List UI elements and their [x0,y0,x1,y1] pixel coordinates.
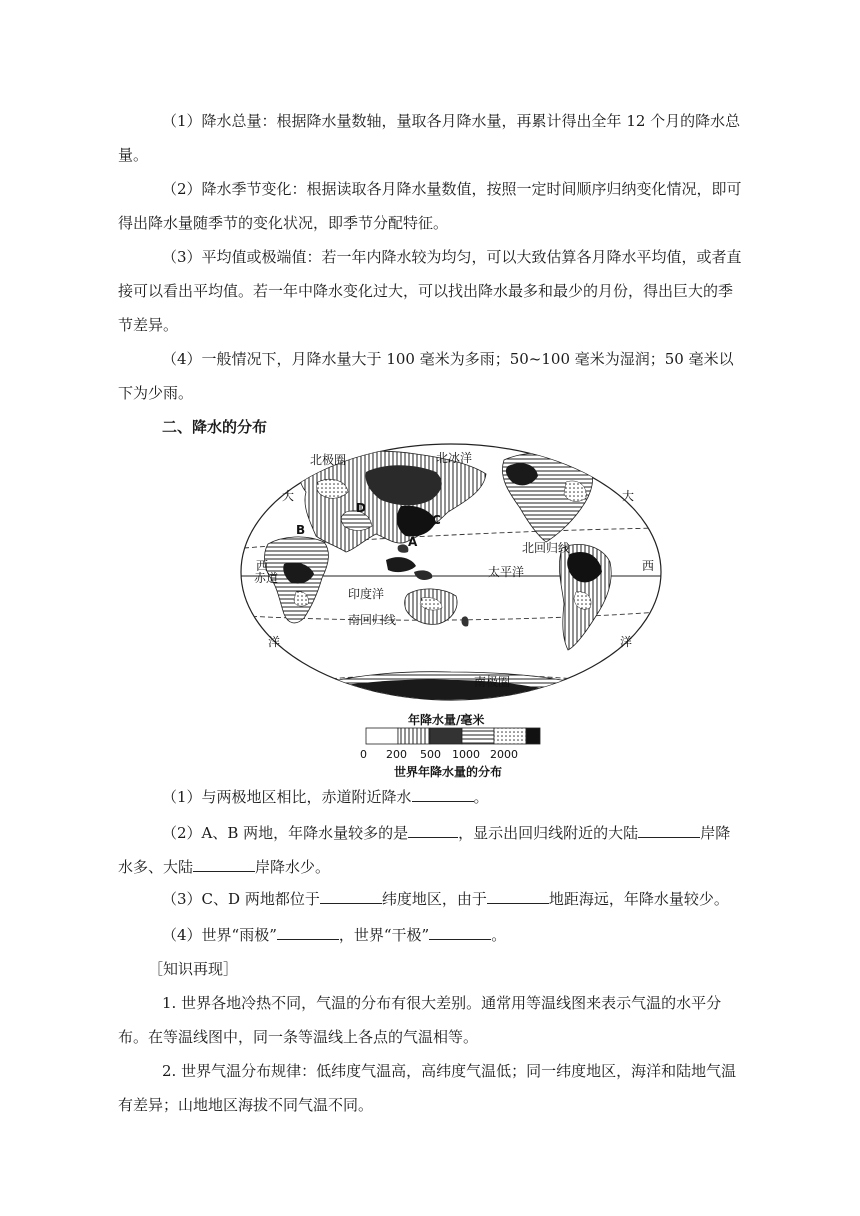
map-label-indian-ocean: 印度洋 [348,587,385,601]
map-point-b: B [296,523,306,537]
legend-tick-0: 0 [360,748,367,761]
question-4-text: （4）世界“雨极” [162,926,277,944]
map-label-xi-left: 西 [256,559,269,573]
map-point-d: D [356,501,366,515]
answer-blank-2a[interactable] [408,821,458,838]
legend-swatch-6 [526,728,540,744]
answer-blank-4b[interactable] [429,923,491,940]
map-label-pacific: 太平洋 [488,565,525,579]
map-point-a: A [408,535,418,549]
map-label-yang-right: 洋 [620,635,633,649]
question-3-text-mid: 纬度地区，由于 [381,890,487,908]
question-3-end: 地距海远，年降水量较少。 [548,890,729,908]
question-1-text: （1）与两极地区相比，赤道附近降水 [162,788,412,806]
map-label-antarctic-circle: 南极圈 [474,675,511,689]
answer-blank-1[interactable] [412,785,474,802]
legend-swatch-3 [430,728,462,744]
section-heading: 二、降水的分布 [162,418,268,436]
knowledge-heading: ［知识再现］ [148,960,239,978]
world-precipitation-map [236,442,666,787]
question-4-text-mid: ，世界“干极” [338,926,430,944]
question-3 [118,882,743,916]
question-2-end: 岸降水少。 [255,858,331,876]
answer-blank-4a[interactable] [277,923,339,940]
map-label-xi-right: 西 [642,559,655,573]
answer-blank-3b[interactable] [487,887,549,904]
map-label-da-left: 大 [282,489,295,503]
legend-tick-2000: 2000 [490,748,518,761]
legend-swatch-1 [366,728,398,744]
map-label-da-right: 大 [622,489,635,503]
question-2-text-mid2: 岸降水多、大陆 [118,824,731,876]
question-2 [118,816,743,884]
question-4-end: 。 [491,926,507,944]
map-label-arctic-ocean: 北冰洋 [436,451,473,465]
knowledge-item-2: 2. 世界气温分布规律：低纬度气温高，高纬度气温低；同一纬度地区，海洋和陆地气温有差异；山地地区海拔不同气温不同。 [118,1062,737,1114]
legend-swatch-4 [462,728,494,744]
map-label-tropic-capricorn: 南回归线 [348,613,397,627]
legend-swatches [366,728,540,744]
knowledge-item-1: 1. 世界各地冷热不同，气温的分布有很大差别。通常用等温线图来表示气温的水平分布。在等温线图中，同一条等温线上各点的气温相等。 [118,994,722,1046]
legend-swatch-5 [494,728,526,744]
paragraph-monthly-thresholds: （4）一般情况下，月降水量大于 100 毫米为多雨；50~100 毫米为湿润；50 毫米以下为少雨。 [118,350,734,402]
legend-title: 年降水量/毫米 [408,713,485,727]
legend-tick-1000: 1000 [452,748,480,761]
legend-tick-500: 500 [420,748,441,761]
question-1-end: 。 [473,788,489,806]
question-4 [118,918,743,952]
answer-blank-3a[interactable] [320,887,382,904]
paragraph-total-precipitation: （1）降水总量：根据降水量数轴，量取各月降水量，再累计得出全年 12 个月的降水总量。 [118,112,741,164]
question-1 [118,780,743,814]
legend-swatch-2 [398,728,430,744]
question-3-text: （3）C、D 两地都位于 [162,890,320,908]
question-2-text-mid1: ，显示出回归线附近的大陆 [458,824,639,842]
answer-blank-2c[interactable] [193,855,255,872]
answer-blank-2b[interactable] [638,821,700,838]
map-label-arctic-circle: 北极圈 [310,453,347,467]
paragraph-seasonal-change: （2）降水季节变化：根据读取各月降水量数值，按照一定时间顺序归纳变化情况，即可得出降水量随季节的变化状况，即季节分配特征。 [118,180,742,232]
map-label-yang-left: 洋 [268,635,281,649]
map-label-tropic-cancer: 北回归线 [522,541,571,555]
map-caption: 世界年降水量的分布 [394,765,503,779]
legend-tick-200: 200 [386,748,407,761]
map-point-c: C [432,513,441,527]
map-label-equator: 赤道 [254,571,279,585]
paragraph-average-extremes: （3）平均值或极端值：若一年内降水较为均匀，可以大致估算各月降水平均值，或者直接可以看出平均值。若一年中降水变化过大，可以找出降水最多和最少的月份，得出巨大的季节差异。 [118,248,742,334]
question-2-text: （2）A、B 两地，年降水量较多的是 [162,824,409,842]
